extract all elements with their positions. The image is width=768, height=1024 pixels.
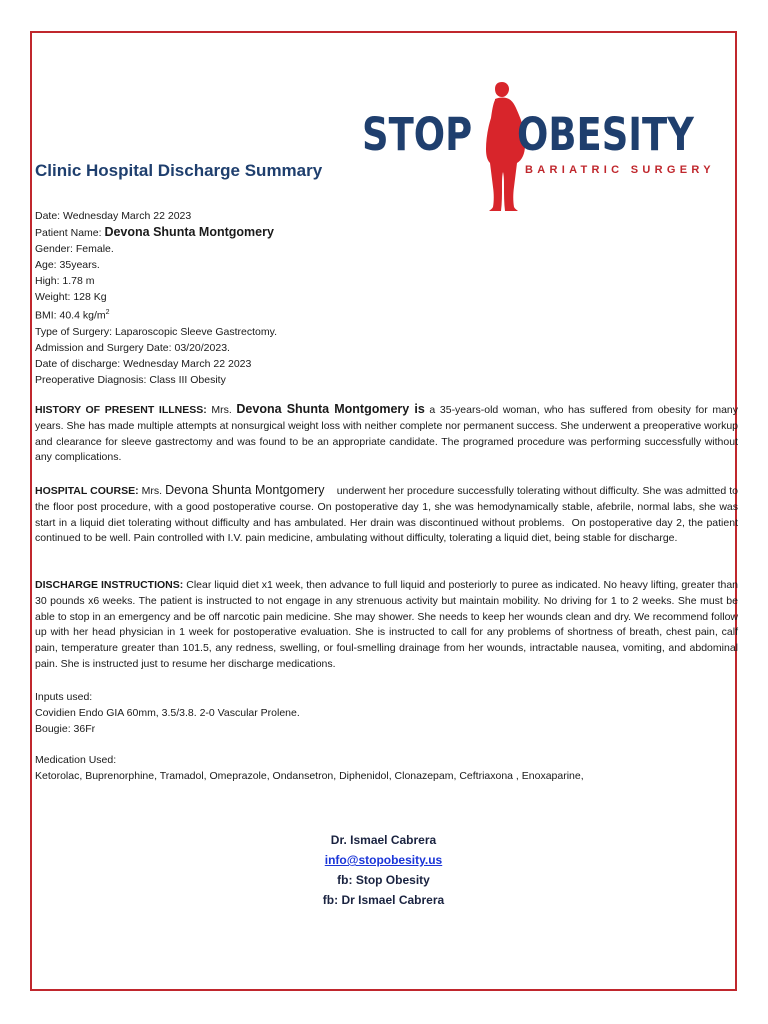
patient-name-label: Patient Name: xyxy=(35,227,105,239)
logo-subtitle: BARIATRIC SURGERY xyxy=(525,164,715,176)
doctor-name: Dr. Ismael Cabrera xyxy=(330,833,437,847)
patient-name-line xyxy=(35,224,277,241)
history-patient-name: Devona Shunta Montgomery is xyxy=(236,402,425,416)
discharge-date-line: Date of discharge: Wednesday March 22 2023 xyxy=(35,357,252,370)
weight-line: Weight: 128 Kg xyxy=(35,291,107,303)
admission-line: Admission and Surgery Date: 03/20/2023. xyxy=(35,341,230,354)
logo-word-obesity: OBESITY xyxy=(517,108,694,161)
course-prefix: Mrs. xyxy=(138,485,166,497)
surgery-type-line: Type of Surgery: Laparoscopic Sleeve Gastrectomy. xyxy=(35,325,278,338)
bmi-line xyxy=(35,305,277,324)
hospital-course-section xyxy=(35,483,741,547)
course-heading: HOSPITAL COURSE: xyxy=(35,485,139,497)
course-patient-name: Devona Shunta Montgomery xyxy=(165,483,325,497)
signature-block xyxy=(30,830,737,910)
medications-heading: Medication Used: xyxy=(35,754,117,766)
inputs-used xyxy=(35,689,300,737)
facebook-page-1: fb: Stop Obesity xyxy=(337,873,430,887)
document-title: Clinic Hospital Discharge Summary xyxy=(35,161,323,180)
facebook-page-2: fb: Dr Ismael Cabrera xyxy=(322,893,445,907)
inputs-line-2: Bougie: 36Fr xyxy=(35,723,96,735)
diagnosis-line: Preoperative Diagnosis: Class III Obesity xyxy=(35,373,226,386)
inputs-heading: Inputs used: xyxy=(35,691,93,703)
email-link[interactable]: info@stopobesity.us xyxy=(324,853,443,867)
age-line: Age: 35years. xyxy=(35,259,100,271)
medications-used xyxy=(35,752,584,784)
stop-obesity-logo xyxy=(362,82,715,212)
history-heading: HISTORY OF PRESENT ILLNESS: xyxy=(35,404,207,416)
inputs-line-1: Covidien Endo GIA 60mm, 3.5/3.8. 2-0 Vascular Prolene. xyxy=(35,707,300,719)
discharge-text: Clear liquid diet x1 week, then advance to full liquid and posteriorly to puree as indicated. No heavy lifting, greater than 30 pounds x6 weeks. The patient is instructed to not engage in any strenuous activity but maintain mobility. No driving for 1 to 2 weeks. She must be able to stop in an emergency and be off narcotic pain medicine. She may shower. She needs to keep her wounds clean and dry. We recommend follow up with her head physician in 1 week for postoperative evaluation. She is instructed to call for any problems of shortness of breath, chest pain, calf pain, temperature greater than 101.5, any redness, swelling, or foul-smelling drainage from her wounds, intractable nausea, vomiting, and abdominal pain. She is instructed just to resume her discharge medications. xyxy=(35,579,739,670)
bmi-superscript: 2 xyxy=(105,309,110,316)
medications-list: Ketorolac, Buprenorphine, Tramadol, Omeprazole, Ondansetron, Diphenidol, Clonazepam, Ceftriaxona , Enoxaparine, xyxy=(35,770,584,782)
patient-info xyxy=(35,208,277,388)
height-line: High: 1.78 m xyxy=(35,275,95,287)
history-section xyxy=(35,402,738,466)
discharge-heading: DISCHARGE INSTRUCTIONS: xyxy=(35,579,184,591)
date-line: Date: Wednesday March 22 2023 xyxy=(35,210,192,222)
discharge-instructions-section xyxy=(35,578,738,673)
gender-line: Gender: Female. xyxy=(35,243,114,255)
course-text: underwent her procedure successfully tolerating without difficulty. She was admitted to the floor post procedure, with a good postoperative course. On postoperative day 1, she was hemodynamically stable, afebrile, normal labs, she was start in a liquid diet tolerating without difficulty and has ambulated. Her drain was discontinued without problems. On postoperative day 2, the patient continued to be well. Pain controlled with I.V. pain medicine, ambulating without difficulty, tolerating a liquid diet, being stable for discharge. xyxy=(35,485,741,545)
bmi-value: BMI: 40.4 kg/m xyxy=(35,309,106,322)
history-text: a 35-years-old woman, who has suffered from obesity for many years. She has made multiple attempts at nonsurgical weight loss with neither complete nor permanent success. She underwent a preoperative workup and clearance for sleeve gastrectomy and was found to be an appropriate candidate. The programed procedure was performing successfully without any complications. xyxy=(35,404,739,464)
patient-name: Devona Shunta Montgomery xyxy=(104,225,274,239)
logo-word-stop: STOP xyxy=(362,108,473,161)
history-prefix: Mrs. xyxy=(206,404,237,416)
